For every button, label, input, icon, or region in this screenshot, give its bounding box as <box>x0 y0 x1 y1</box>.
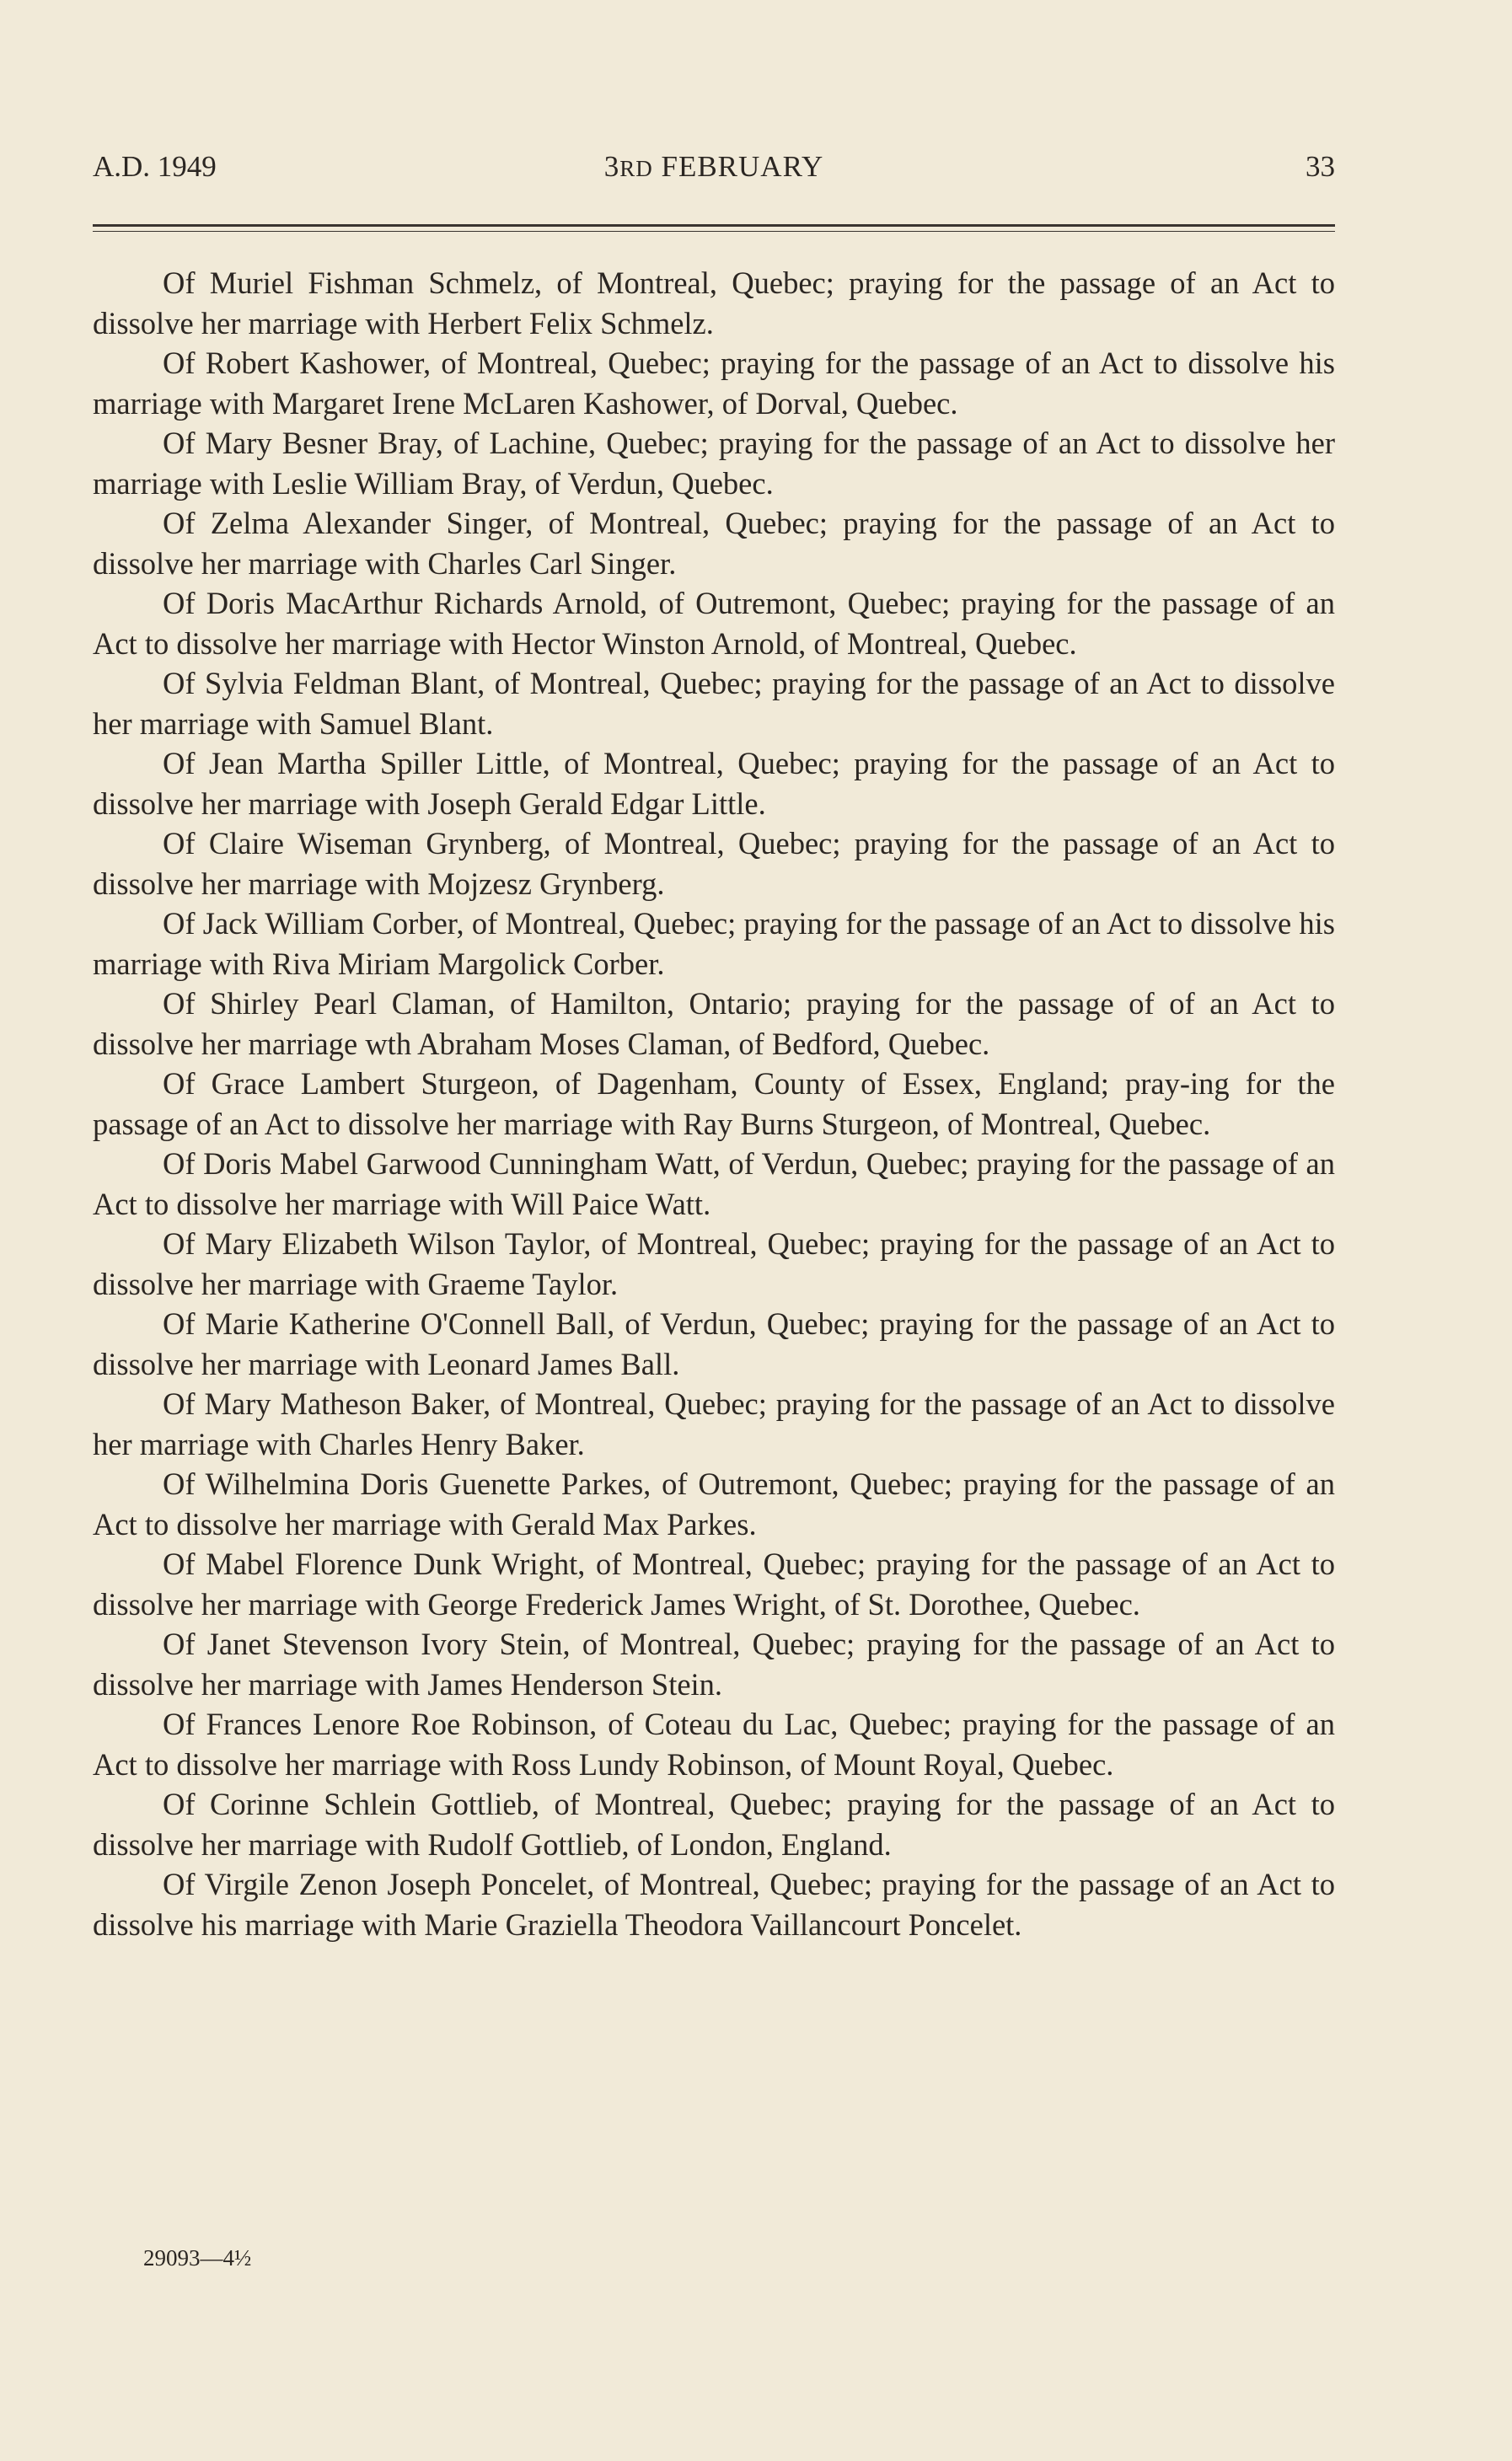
running-header <box>93 150 1335 201</box>
petition-paragraph: Of Zelma Alexander Singer, of Montreal, Quebec; praying for the passage of an Act to dissolve her marriage with Charles Carl Singer. <box>93 506 1335 581</box>
print-signature-mark: 29093—4½ <box>143 2245 252 2271</box>
page-number: 33 <box>1306 150 1335 183</box>
petition-paragraph: Of Mary Matheson Baker, of Montreal, Quebec; praying for the passage of an Act to dissolve her marriage with Charles Henry Baker. <box>93 1386 1335 1461</box>
header-rule-thin <box>93 231 1335 232</box>
header-date <box>93 150 1335 184</box>
petition-paragraph: Of Frances Lenore Roe Robinson, of Coteau du Lac, Quebec; praying for the passage of an Act to dissolve her marriage with Ross Lundy Robinson, of Mount Royal, Quebec. <box>93 1707 1335 1782</box>
petition-paragraph: Of Marie Katherine O'Connell Ball, of Verdun, Quebec; praying for the passage of an Act to dissolve her marriage with Leonard James Ball. <box>93 1306 1335 1381</box>
petition-paragraph: Of Mabel Florence Dunk Wright, of Montreal, Quebec; praying for the passage of an Act to dissolve her marriage with George Frederick James Wright, of St. Dorothee, Quebec. <box>93 1547 1335 1622</box>
petition-paragraph: Of Doris Mabel Garwood Cunningham Watt, of Verdun, Quebec; praying for the passage of an Act to dissolve her marriage with Will Paice Watt. <box>93 1146 1335 1221</box>
header-date-ordinal: 3 <box>603 150 620 183</box>
petition-paragraph: Of Jean Martha Spiller Little, of Montreal, Quebec; praying for the passage of an Act to dissolve her marriage with Joseph Gerald Edgar Little. <box>93 746 1335 821</box>
header-date-month: FEBRUARY <box>661 150 824 183</box>
petition-paragraph: Of Mary Elizabeth Wilson Taylor, of Montreal, Quebec; praying for the passage of an Act to dissolve her marriage with Graeme Taylor. <box>93 1226 1335 1301</box>
header-rule-thick <box>93 224 1335 227</box>
petition-paragraph: Of Muriel Fishman Schmelz, of Montreal, Quebec; praying for the passage of an Act to dissolve her marriage with Herbert Felix Schmelz. <box>93 265 1335 340</box>
header-year: A.D. 1949 <box>93 150 217 183</box>
petition-list <box>93 263 1335 1944</box>
petition-paragraph: Of Jack William Corber, of Montreal, Quebec; praying for the passage of an Act to dissolve his marriage with Riva Miriam Margolick Corber. <box>93 906 1335 981</box>
petition-paragraph: Of Claire Wiseman Grynberg, of Montreal, Quebec; praying for the passage of an Act to dissolve her marriage with Mojzesz Grynberg. <box>93 826 1335 901</box>
header-date-suffix: RD <box>619 156 653 181</box>
petition-paragraph: Of Robert Kashower, of Montreal, Quebec; praying for the passage of an Act to dissolve his marriage with Margaret Irene McLaren Kashower, of Dorval, Quebec. <box>93 346 1335 421</box>
petition-paragraph: Of Doris MacArthur Richards Arnold, of Outremont, Quebec; praying for the passage of an Act to dissolve her marriage with Hector Winston Arnold, of Montreal, Quebec. <box>93 586 1335 661</box>
petition-paragraph: Of Sylvia Feldman Blant, of Montreal, Quebec; praying for the passage of an Act to dissolve her marriage with Samuel Blant. <box>93 666 1335 741</box>
petition-paragraph: Of Shirley Pearl Claman, of Hamilton, Ontario; praying for the passage of of an Act to dissolve her marriage wth Abraham Moses Claman, of Bedford, Quebec. <box>93 986 1335 1061</box>
petition-paragraph: Of Grace Lambert Sturgeon, of Dagenham, County of Essex, England; pray-ing for the passage of an Act to dissolve her marriage with Ray Burns Sturgeon, of Montreal, Quebec. <box>93 1066 1335 1141</box>
petition-paragraph: Of Virgile Zenon Joseph Poncelet, of Montreal, Quebec; praying for the passage of an Act to dissolve his marriage with Marie Graziella Theodora Vaillancourt Poncelet. <box>93 1867 1335 1942</box>
petition-paragraph: Of Mary Besner Bray, of Lachine, Quebec; praying for the passage of an Act to dissolve her marriage with Leslie William Bray, of Verdun, Quebec. <box>93 426 1335 501</box>
petition-paragraph: Of Janet Stevenson Ivory Stein, of Montreal, Quebec; praying for the passage of an Act to dissolve her marriage with James Henderson Stein. <box>93 1627 1335 1702</box>
petition-paragraph: Of Wilhelmina Doris Guenette Parkes, of Outremont, Quebec; praying for the passage of an Act to dissolve her marriage with Gerald Max Parkes. <box>93 1466 1335 1541</box>
petition-paragraph: Of Corinne Schlein Gottlieb, of Montreal, Quebec; praying for the passage of an Act to dissolve her marriage with Rudolf Gottlieb, of London, England. <box>93 1787 1335 1862</box>
